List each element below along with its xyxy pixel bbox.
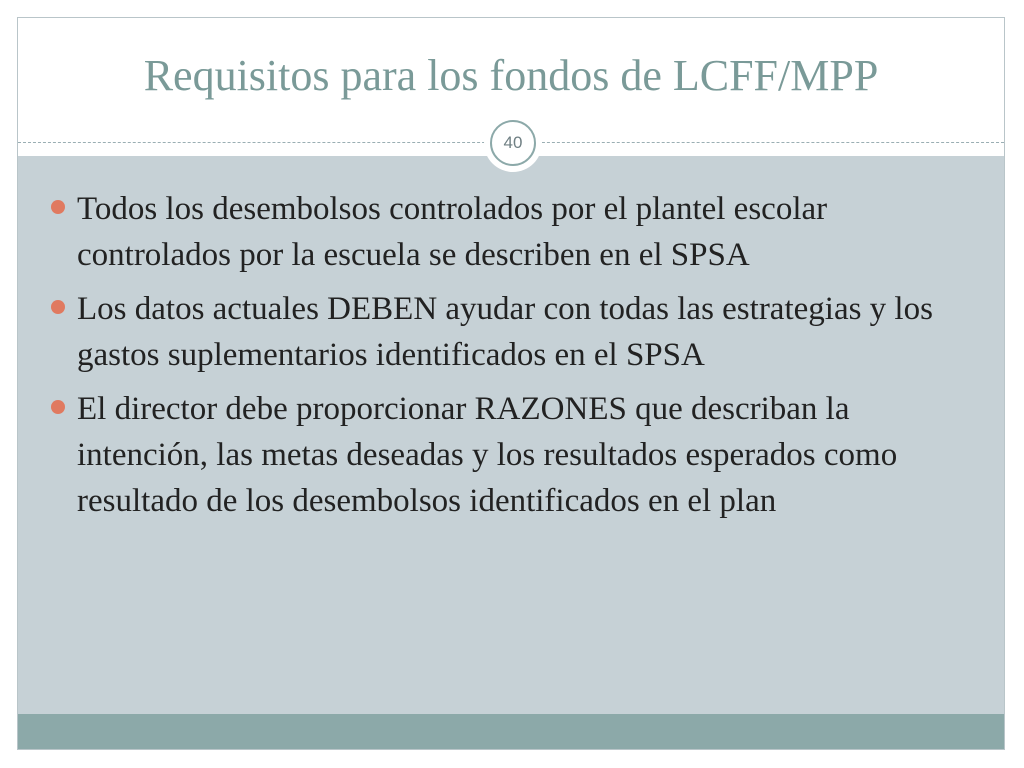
bullet-item — [48, 186, 978, 278]
bullet-item — [48, 286, 978, 378]
footer-band — [18, 714, 1004, 749]
bullet-text: El director debe proporcionar RAZONES que describan la intención, las metas deseadas y los resultados esperados como resultado de los desembolsos identificados en el plan — [77, 391, 898, 519]
bullet-item — [48, 386, 978, 524]
bullet-text: Los datos actuales DEBEN ayudar con todas las estrategias y los gastos suplementarios identificados en el SPSA — [77, 291, 933, 373]
slide-title: Requisitos para los fondos de LCFF/MPP — [143, 51, 879, 100]
bullet-list — [48, 186, 978, 532]
bullet-icon — [51, 400, 65, 414]
slide — [17, 17, 1005, 750]
bullet-icon — [51, 200, 65, 214]
page-number: 40 — [490, 120, 536, 166]
bullet-text: Todos los desembolsos controlados por el plantel escolar controlados por la escuela se describen en el SPSA — [77, 191, 828, 273]
page-number-badge — [484, 114, 542, 172]
bullet-icon — [51, 300, 65, 314]
